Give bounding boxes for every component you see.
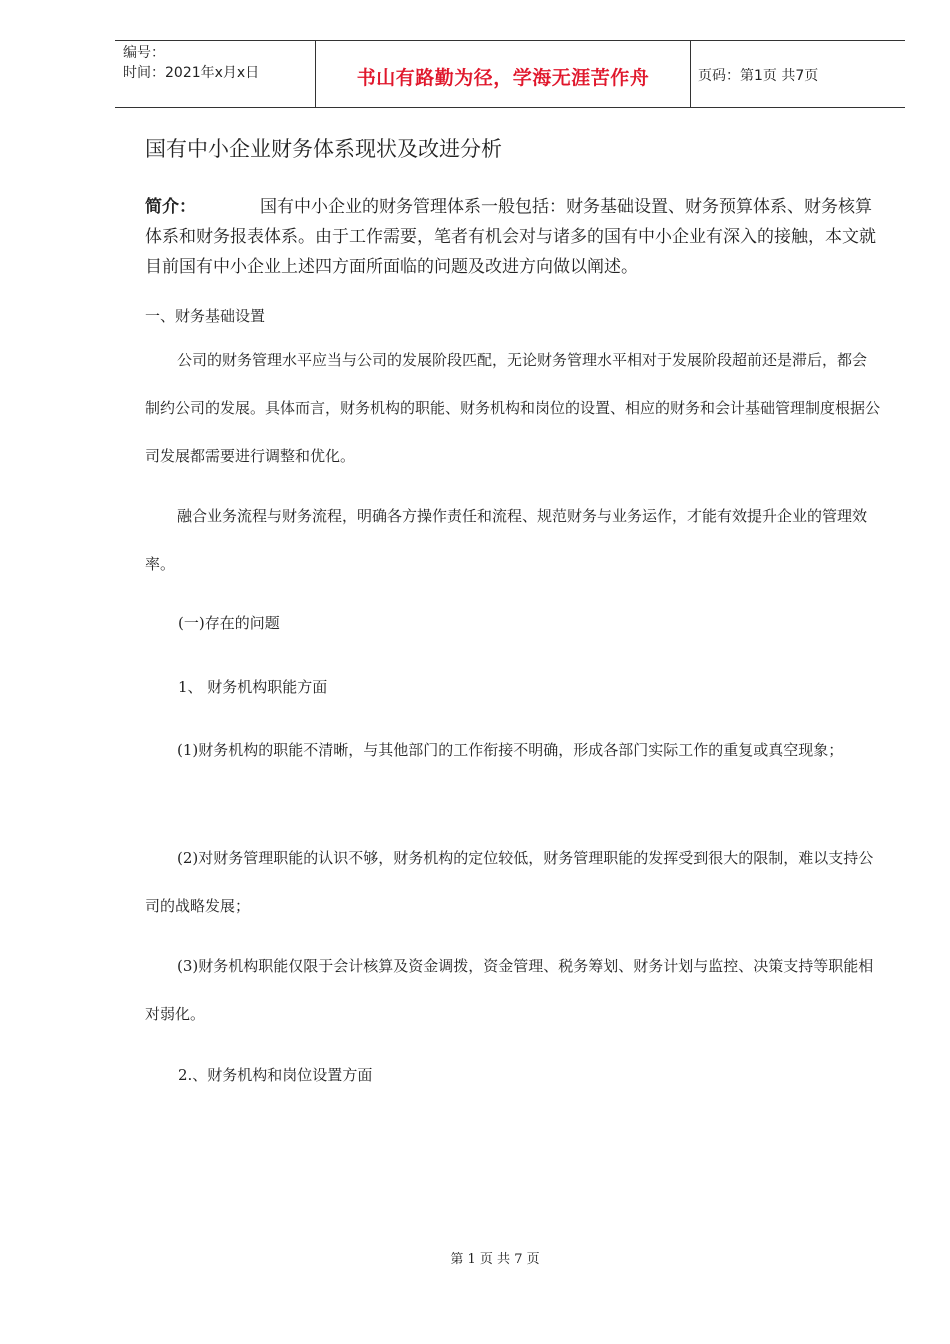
- header-motto: 书山有路勤为径，学海无涯苦作舟: [356, 67, 650, 89]
- item-1-1: (1)财务机构的职能不清晰，与其他部门的工作衔接不明确，形成各部门实际工作的重复或真空现象；: [177, 741, 844, 759]
- paragraph-1: 公司的财务管理水平应当与公司的发展阶段匹配，无论财务管理水平相对于发展阶段超前还是滞后，都会制约公司的发展。具体而言，财务机构的职能、财务机构和岗位的设置、相应的财务和会计基础管理制度根据公司发展都需要进行调整和优化。: [145, 351, 881, 465]
- document-time-label: 时间：2021年x月x日: [123, 65, 260, 81]
- section-heading-1: 一、财务基础设置: [145, 307, 266, 325]
- item-2-heading: 2.、财务机构和岗位设置方面: [178, 1066, 373, 1084]
- header-divider-right: [690, 41, 691, 107]
- paragraph-2: 融合业务流程与财务流程，明确各方操作责任和流程、规范财务与业务运作，才能有效提升企业的管理效率。: [145, 507, 868, 573]
- page-header: [115, 40, 905, 108]
- header-meta: [123, 43, 259, 83]
- document-number-label: 编号：: [123, 45, 165, 61]
- document-intro: [145, 192, 880, 282]
- footer-page-number: 第 1 页 共 7 页: [450, 1252, 540, 1267]
- item-1-2: (2)对财务管理职能的认识不够，财务机构的定位较低，财务管理职能的发挥受到很大的限制，难以支持公司的战略发展；: [145, 849, 874, 915]
- item-1-heading: 1、 财务机构职能方面: [178, 678, 328, 696]
- document-title: 国有中小企业财务体系现状及改进分析: [145, 137, 502, 161]
- intro-text: 国有中小企业的财务管理体系一般包括：财务基础设置、财务预算体系、财务核算体系和财务报表体系。由于工作需要，笔者有机会对与诸多的国有中小企业有深入的接触，本文就目前国有中小企业上述四方面所面临的问题及改进方向做以阐述。: [145, 197, 876, 277]
- header-page-info: 页码：第1页 共7页: [698, 68, 819, 84]
- item-1-3: (3)财务机构职能仅限于会计核算及资金调拨，资金管理、税务筹划、财务计划与监控、决策支持等职能相对弱化。: [145, 957, 874, 1023]
- intro-label: 简介：: [145, 197, 196, 217]
- subsection-heading: (一)存在的问题: [178, 614, 280, 632]
